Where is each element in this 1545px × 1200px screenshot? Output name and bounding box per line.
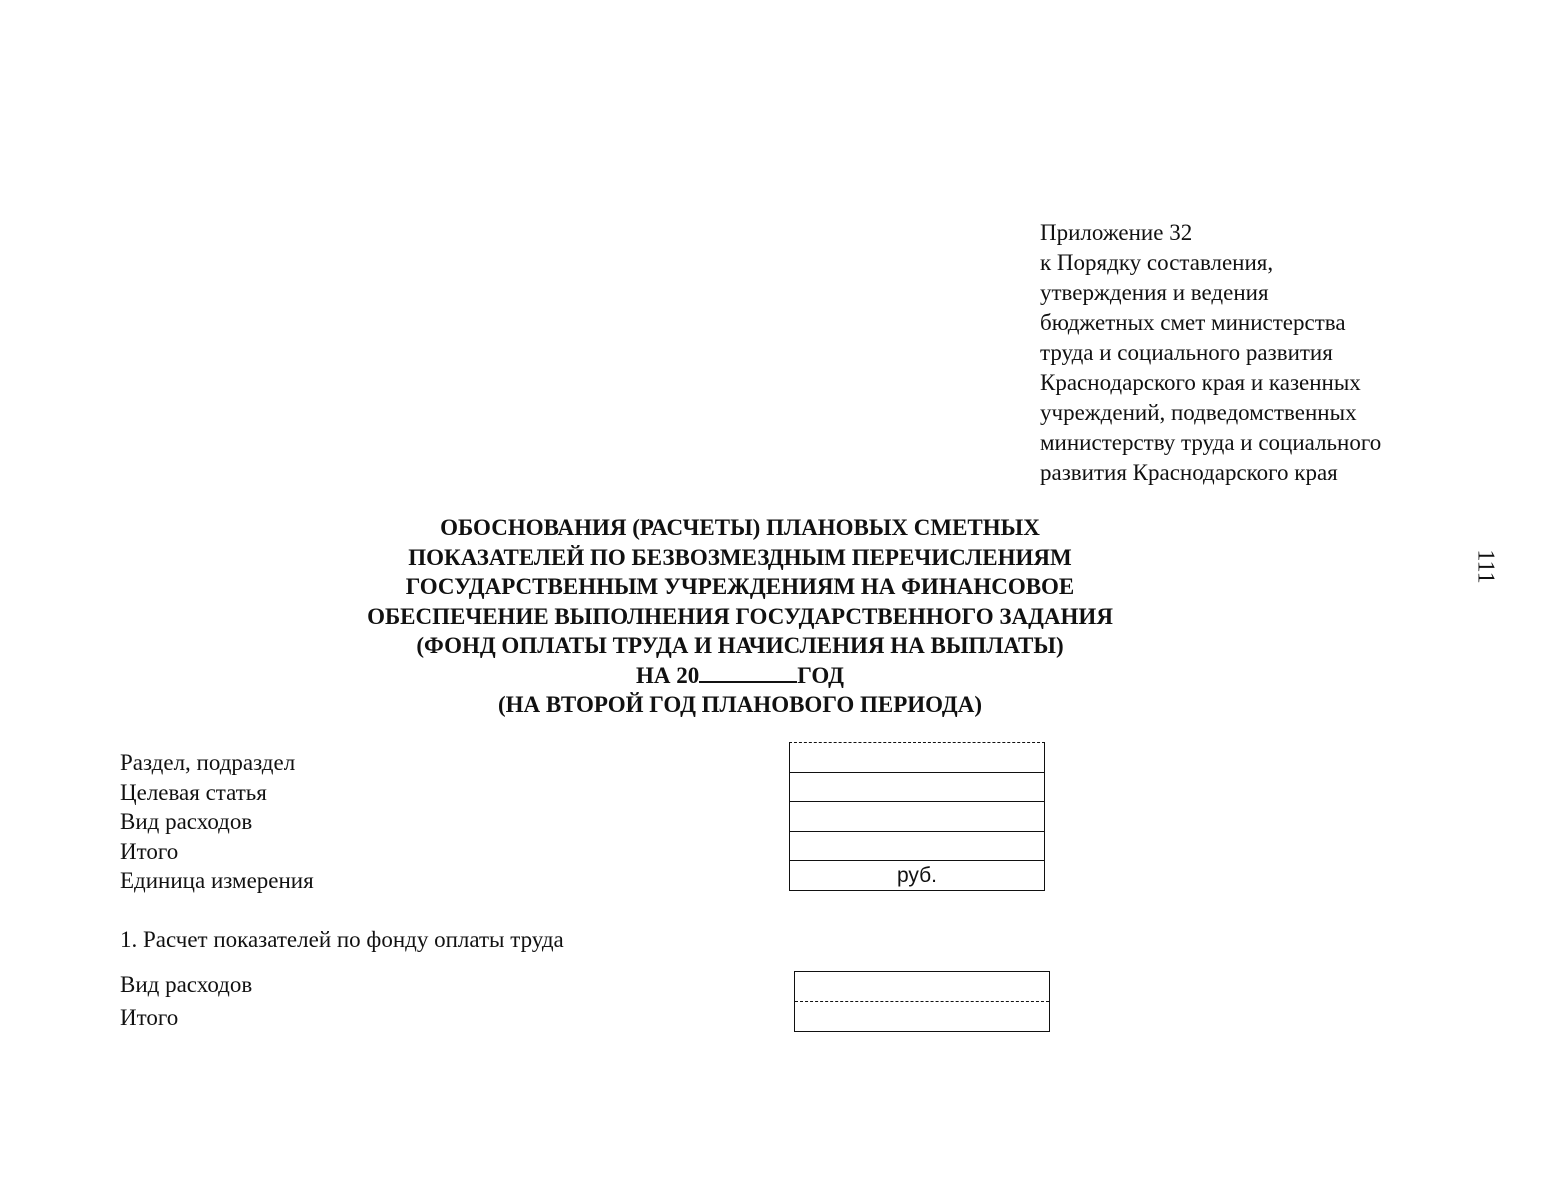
title-line: ОБЕСПЕЧЕНИЕ ВЫПОЛНЕНИЯ ГОСУДАРСТВЕННОГО ЗАДАНИЯ xyxy=(367,603,1113,629)
title-line: ГОСУДАРСТВЕННЫМ УЧРЕЖДЕНИЯМ НА ФИНАНСОВОЕ xyxy=(405,574,1075,599)
title-year-suffix: ГОД xyxy=(797,662,844,688)
label-expense-type: Вид расходов xyxy=(120,809,253,834)
label-total: Итого xyxy=(120,838,179,864)
title-year-line xyxy=(290,661,1190,691)
form-boxes xyxy=(789,742,1045,891)
form-labels xyxy=(120,748,314,896)
label-section: Раздел, подраздел xyxy=(120,750,296,775)
label-expense-type: Вид расходов xyxy=(120,972,253,997)
page-number: 111 xyxy=(1472,549,1499,584)
label-unit: Единица измерения xyxy=(120,868,314,893)
appendix-line: развития Краснодарского края xyxy=(1040,460,1338,485)
section-1-boxes xyxy=(794,971,1050,1032)
total-field[interactable] xyxy=(795,1002,1049,1031)
expense-type-field[interactable] xyxy=(795,972,1049,1002)
appendix-line: к Порядку составления, xyxy=(1040,250,1274,275)
title-line: (ФОНД ОПЛАТЫ ТРУДА И НАЧИСЛЕНИЯ НА ВЫПЛАТЫ) xyxy=(416,633,1064,658)
appendix-line: учреждений, подведомственных xyxy=(1040,400,1357,425)
year-blank xyxy=(699,661,797,683)
appendix-line: Приложение 32 xyxy=(1040,220,1193,245)
label-total: Итого xyxy=(120,1005,179,1030)
title-period: (НА ВТОРОЙ ГОД ПЛАНОВОГО ПЕРИОДА) xyxy=(497,692,983,717)
expense-type-field[interactable] xyxy=(790,802,1044,832)
appendix-line: Краснодарского края и казенных xyxy=(1040,370,1361,395)
appendix-header xyxy=(1040,218,1500,488)
title-year-prefix: НА 20 xyxy=(636,662,700,688)
appendix-line: бюджетных смет министерства xyxy=(1040,310,1346,335)
section-field[interactable] xyxy=(790,743,1044,773)
title-line: ОБОСНОВАНИЯ (РАСЧЕТЫ) ПЛАНОВЫХ СМЕТНЫХ xyxy=(440,515,1040,540)
title-line: ПОКАЗАТЕЛЕЙ ПО БЕЗВОЗМЕЗДНЫМ ПЕРЕЧИСЛЕНИЯМ xyxy=(408,544,1072,570)
unit-field[interactable]: руб. xyxy=(896,864,938,887)
label-target-article: Целевая статья xyxy=(120,779,267,805)
appendix-line: утверждения и ведения xyxy=(1040,280,1269,305)
section-1-heading: 1. Расчет показателей по фонду оплаты труда xyxy=(120,927,564,952)
section-1-labels xyxy=(120,968,252,1034)
appendix-line: министерству труда и социального xyxy=(1040,430,1382,455)
total-field[interactable] xyxy=(790,832,1044,862)
target-article-field[interactable] xyxy=(790,773,1044,803)
appendix-line: труда и социального развития xyxy=(1040,340,1333,365)
document-title xyxy=(290,513,1190,720)
